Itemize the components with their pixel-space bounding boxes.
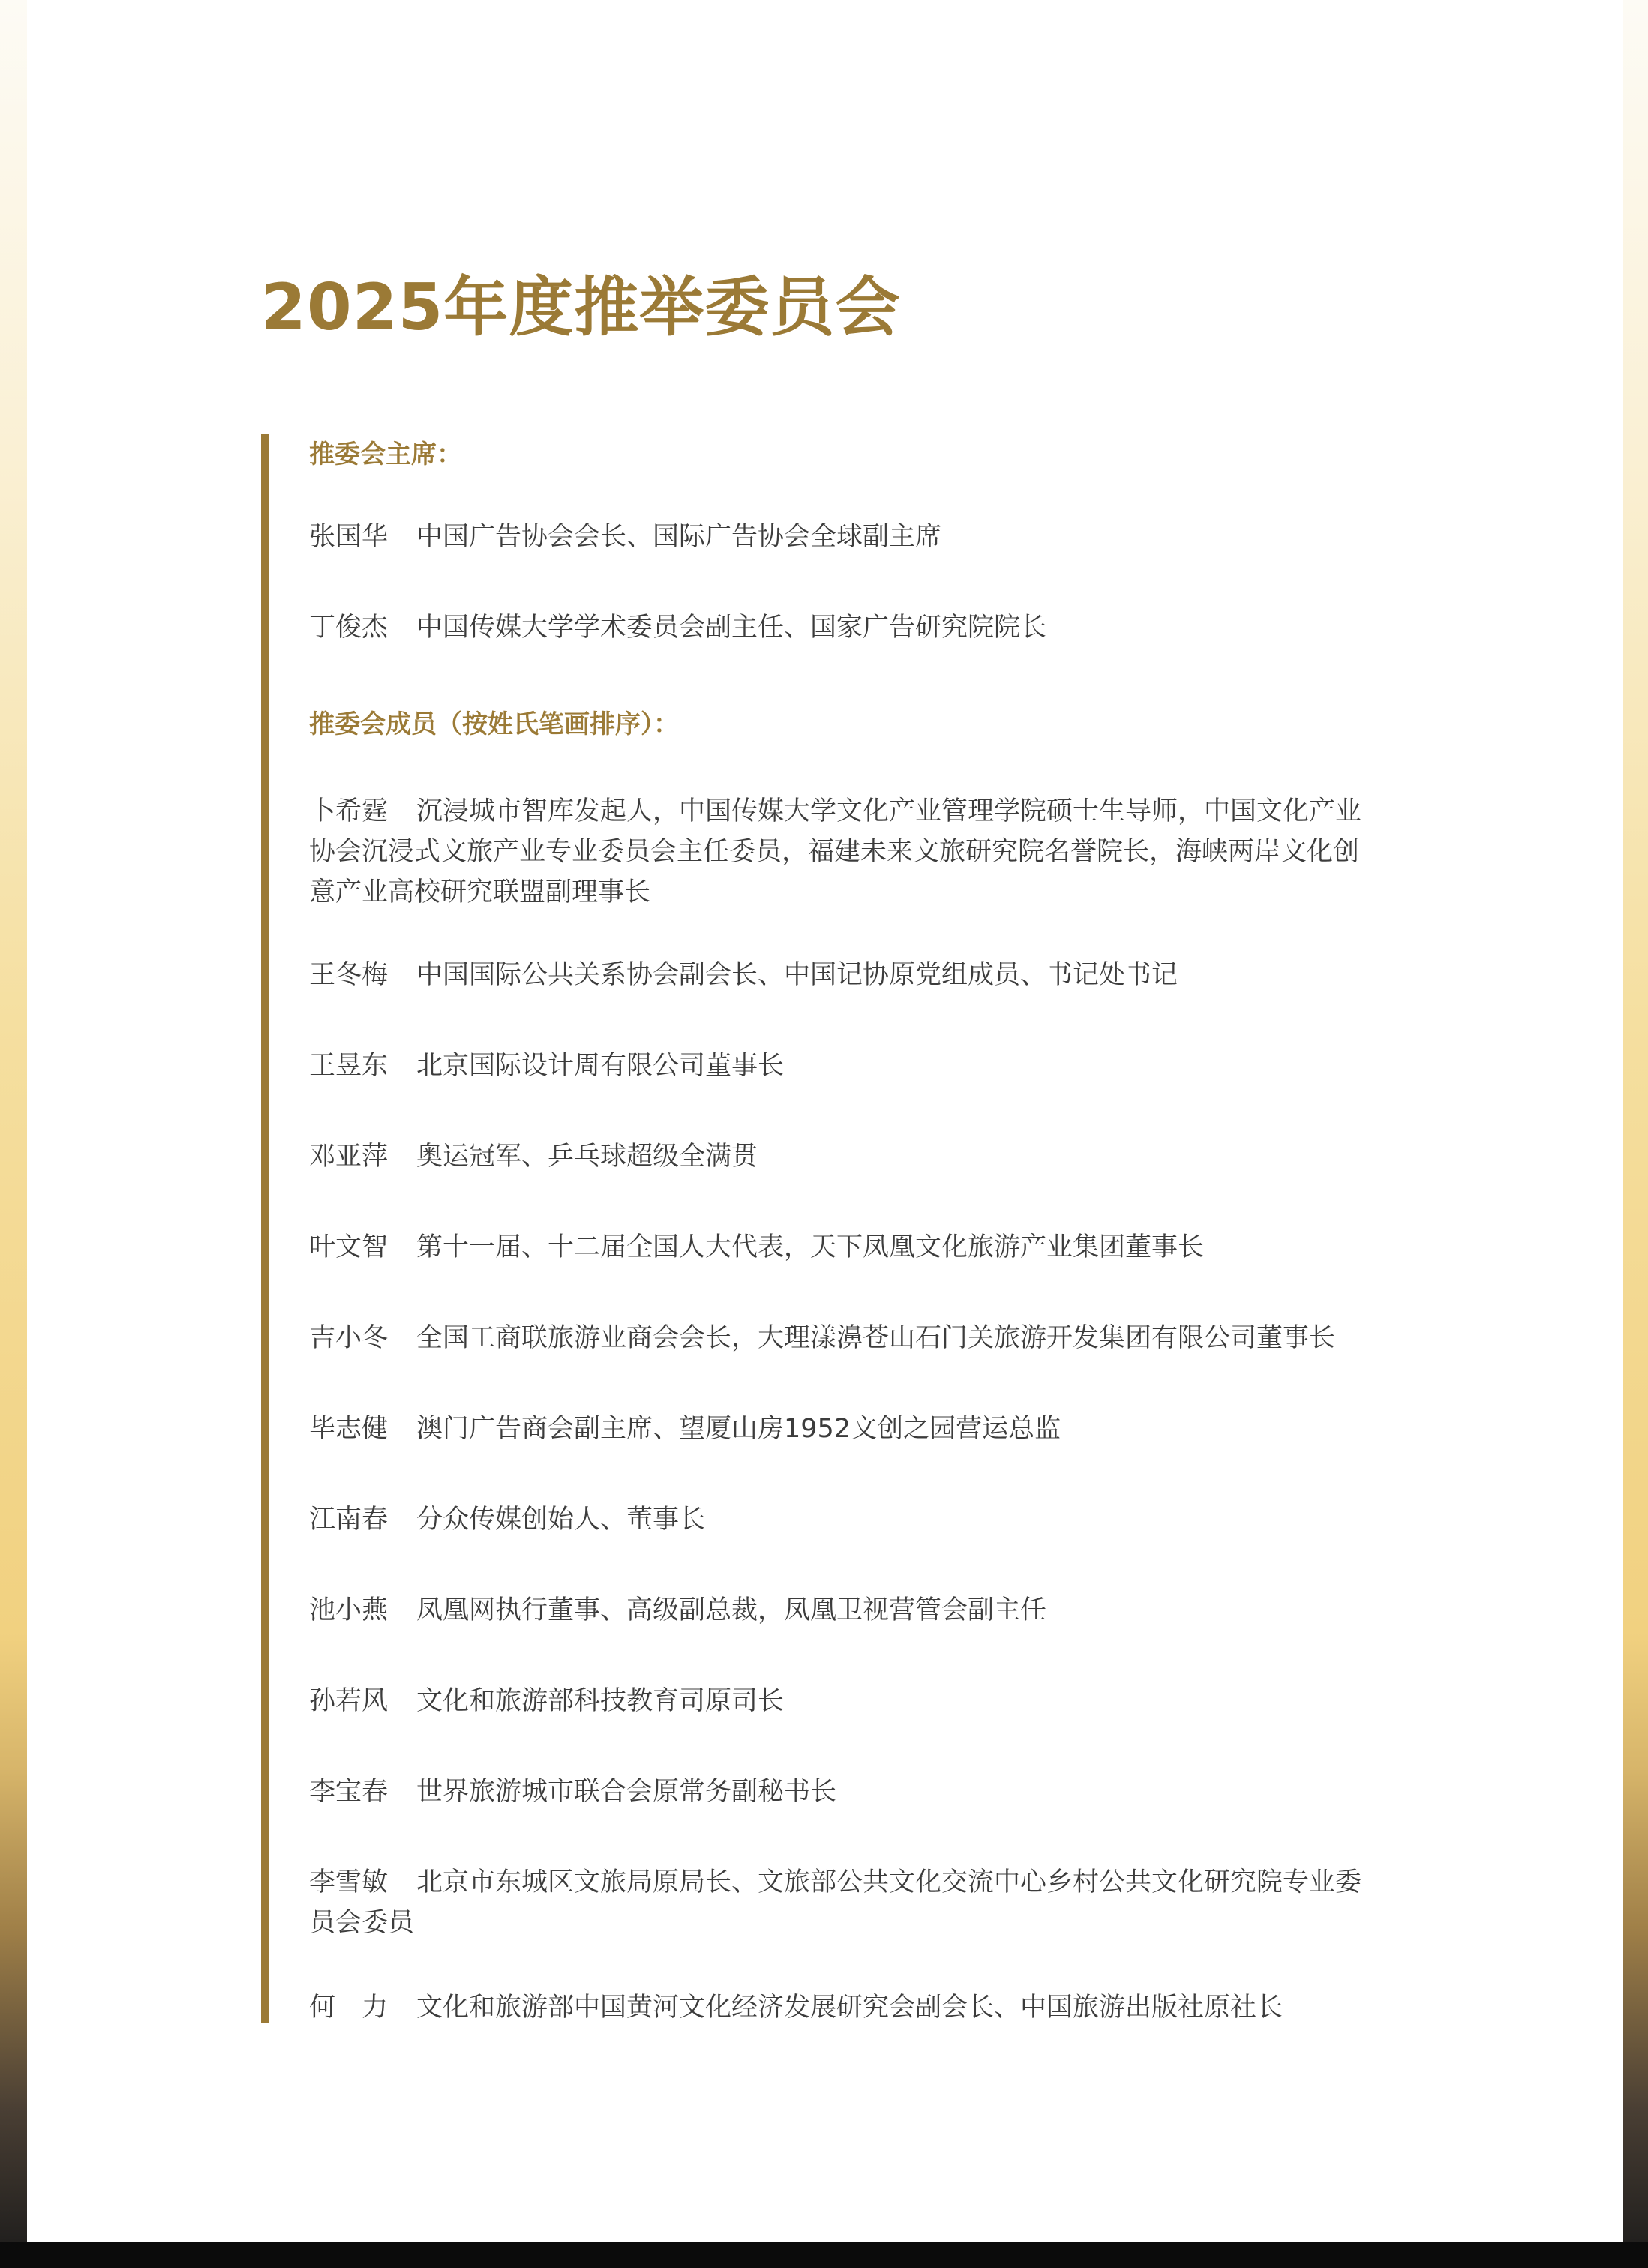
member-desc: 分众传媒创始人、董事长 bbox=[416, 1504, 706, 1534]
member-desc: 文化和旅游部中国黄河文化经济发展研究会副会长、中国旅游出版社原社长 bbox=[416, 1993, 1283, 2023]
member-desc: 中国传媒大学学术委员会副主任、国家广告研究院院长 bbox=[416, 613, 1047, 643]
chairs-heading: 推委会主席： bbox=[309, 440, 462, 470]
member-name: 李宝春 bbox=[309, 1777, 389, 1807]
member-name: 吉小冬 bbox=[309, 1323, 389, 1353]
member-name: 孙若风 bbox=[309, 1686, 389, 1716]
member-name: 李雪敏 bbox=[309, 1868, 389, 1898]
list-item bbox=[309, 1988, 1374, 2028]
member-name: 何 力 bbox=[309, 1993, 389, 2023]
list-item bbox=[309, 955, 1374, 995]
list-item bbox=[309, 1318, 1374, 1358]
list-item bbox=[309, 608, 1374, 648]
committee-list bbox=[261, 434, 1379, 2024]
list-item bbox=[309, 1862, 1374, 1943]
member-desc: 北京国际设计周有限公司董事长 bbox=[416, 1051, 785, 1081]
member-desc: 文化和旅游部科技教育司原司长 bbox=[416, 1686, 785, 1716]
list-item bbox=[309, 1136, 1374, 1177]
member-desc: 沉浸城市智库发起人，中国传媒大学文化产业管理学院硕士生导师，中国文化产业协会沉浸式文旅产业专业委员会主任委员，福建未来文旅研究院名誉院长，海峡两岸文化创意产业高校研究联盟副理事长 bbox=[309, 796, 1362, 908]
list-item bbox=[309, 1499, 1374, 1540]
member-name: 王昱东 bbox=[309, 1051, 389, 1081]
member-desc: 澳门广告商会副主席、望厦山房1952文创之园营运总监 bbox=[416, 1414, 1061, 1444]
member-name: 邓亚萍 bbox=[309, 1142, 389, 1172]
bottom-bar bbox=[0, 2242, 1648, 2268]
list-item bbox=[309, 1227, 1374, 1268]
member-name: 丁俊杰 bbox=[309, 613, 389, 643]
member-name: 王冬梅 bbox=[309, 960, 389, 990]
member-name: 毕志健 bbox=[309, 1414, 389, 1444]
member-desc: 中国广告协会会长、国际广告协会全球副主席 bbox=[416, 522, 942, 552]
member-name: 张国华 bbox=[309, 522, 389, 552]
member-desc: 全国工商联旅游业商会会长，大理漾濞苍山石门关旅游开发集团有限公司董事长 bbox=[416, 1323, 1336, 1353]
member-desc: 奥运冠军、乒乓球超级全满贯 bbox=[416, 1142, 758, 1172]
page-title: 2025年度推举委员会 bbox=[261, 270, 901, 345]
member-desc: 世界旅游城市联合会原常务副秘书长 bbox=[416, 1777, 837, 1807]
member-name: 池小燕 bbox=[309, 1595, 389, 1625]
member-desc: 北京市东城区文旅局原局长、文旅部公共文化交流中心乡村公共文化研究院专业委员会委员 bbox=[309, 1868, 1362, 1938]
list-item bbox=[309, 1046, 1374, 1086]
list-item bbox=[309, 517, 1374, 557]
list-item bbox=[309, 1772, 1374, 1812]
list-item bbox=[309, 1408, 1374, 1449]
member-name: 江南春 bbox=[309, 1504, 389, 1534]
member-desc: 中国国际公共关系协会副会长、中国记协原党组成员、书记处书记 bbox=[416, 960, 1178, 990]
list-item bbox=[309, 1590, 1374, 1630]
member-desc: 凤凰网执行董事、高级副总裁，凤凰卫视营管会副主任 bbox=[416, 1595, 1047, 1625]
member-name: 卜希霆 bbox=[309, 796, 389, 826]
member-desc: 第十一届、十二届全国人大代表，天下凤凰文化旅游产业集团董事长 bbox=[416, 1232, 1205, 1262]
member-name: 叶文智 bbox=[309, 1232, 389, 1262]
members-heading: 推委会成员（按姓氏笔画排序）： bbox=[309, 710, 679, 740]
list-item bbox=[309, 1681, 1374, 1721]
list-item bbox=[309, 791, 1374, 913]
